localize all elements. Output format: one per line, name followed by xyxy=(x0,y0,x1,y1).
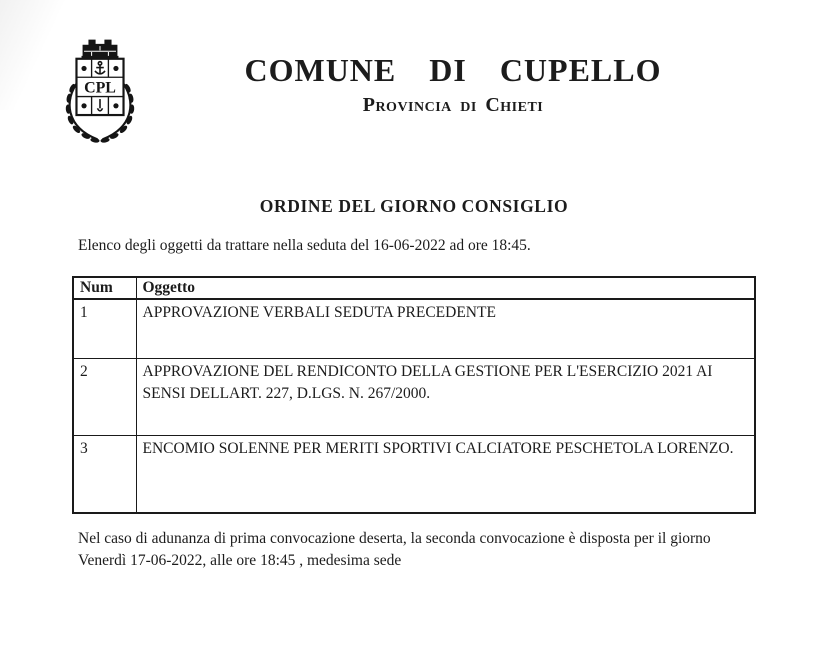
oggetto-cell: APPROVAZIONE VERBALI SEDUTA PRECEDENTE xyxy=(136,299,755,358)
municipality-title: COMUNE DI CUPELLO xyxy=(244,52,662,88)
num-cell: 2 xyxy=(73,358,136,435)
column-header-oggetto: Oggetto xyxy=(136,277,755,299)
municipal-crest xyxy=(58,32,142,146)
footer-text: Nel caso di adunanza di prima convocazione deserta, la seconda convocazione è disposta per il giorno Venerdì 17-06-2022, alle ore 18:45 , medesima sede xyxy=(78,530,711,569)
oggetto-cell: ENCOMIO SOLENNE PER MERITI SPORTIVI CALCIATORE PESCHETOLA LORENZO. xyxy=(136,435,755,513)
table-row xyxy=(73,435,755,513)
table-row xyxy=(73,358,755,435)
num-cell: 1 xyxy=(73,299,136,358)
mural-crown-icon xyxy=(82,40,119,57)
num-cell: 3 xyxy=(73,435,136,513)
column-header-num: Num xyxy=(73,277,136,299)
letterhead xyxy=(170,52,736,117)
agenda-table xyxy=(72,276,756,514)
document-heading: ORDINE DEL GIORNO CONSIGLIO xyxy=(259,196,569,216)
crest-initials: CPL xyxy=(84,79,116,97)
oggetto-cell: APPROVAZIONE DEL RENDICONTO DELLA GESTIONE PER L'ESERCIZIO 2021 AI SENSI DELLART. 227, D.LGS. N. 267/2000. xyxy=(136,358,755,435)
province-subtitle: Provincia di Chieti xyxy=(362,94,544,116)
table-header-row xyxy=(73,277,755,299)
table-row xyxy=(73,299,755,358)
intro-text: Elenco degli oggetti da trattare nella seduta del 16-06-2022 ad ore 18:45. xyxy=(78,237,531,254)
